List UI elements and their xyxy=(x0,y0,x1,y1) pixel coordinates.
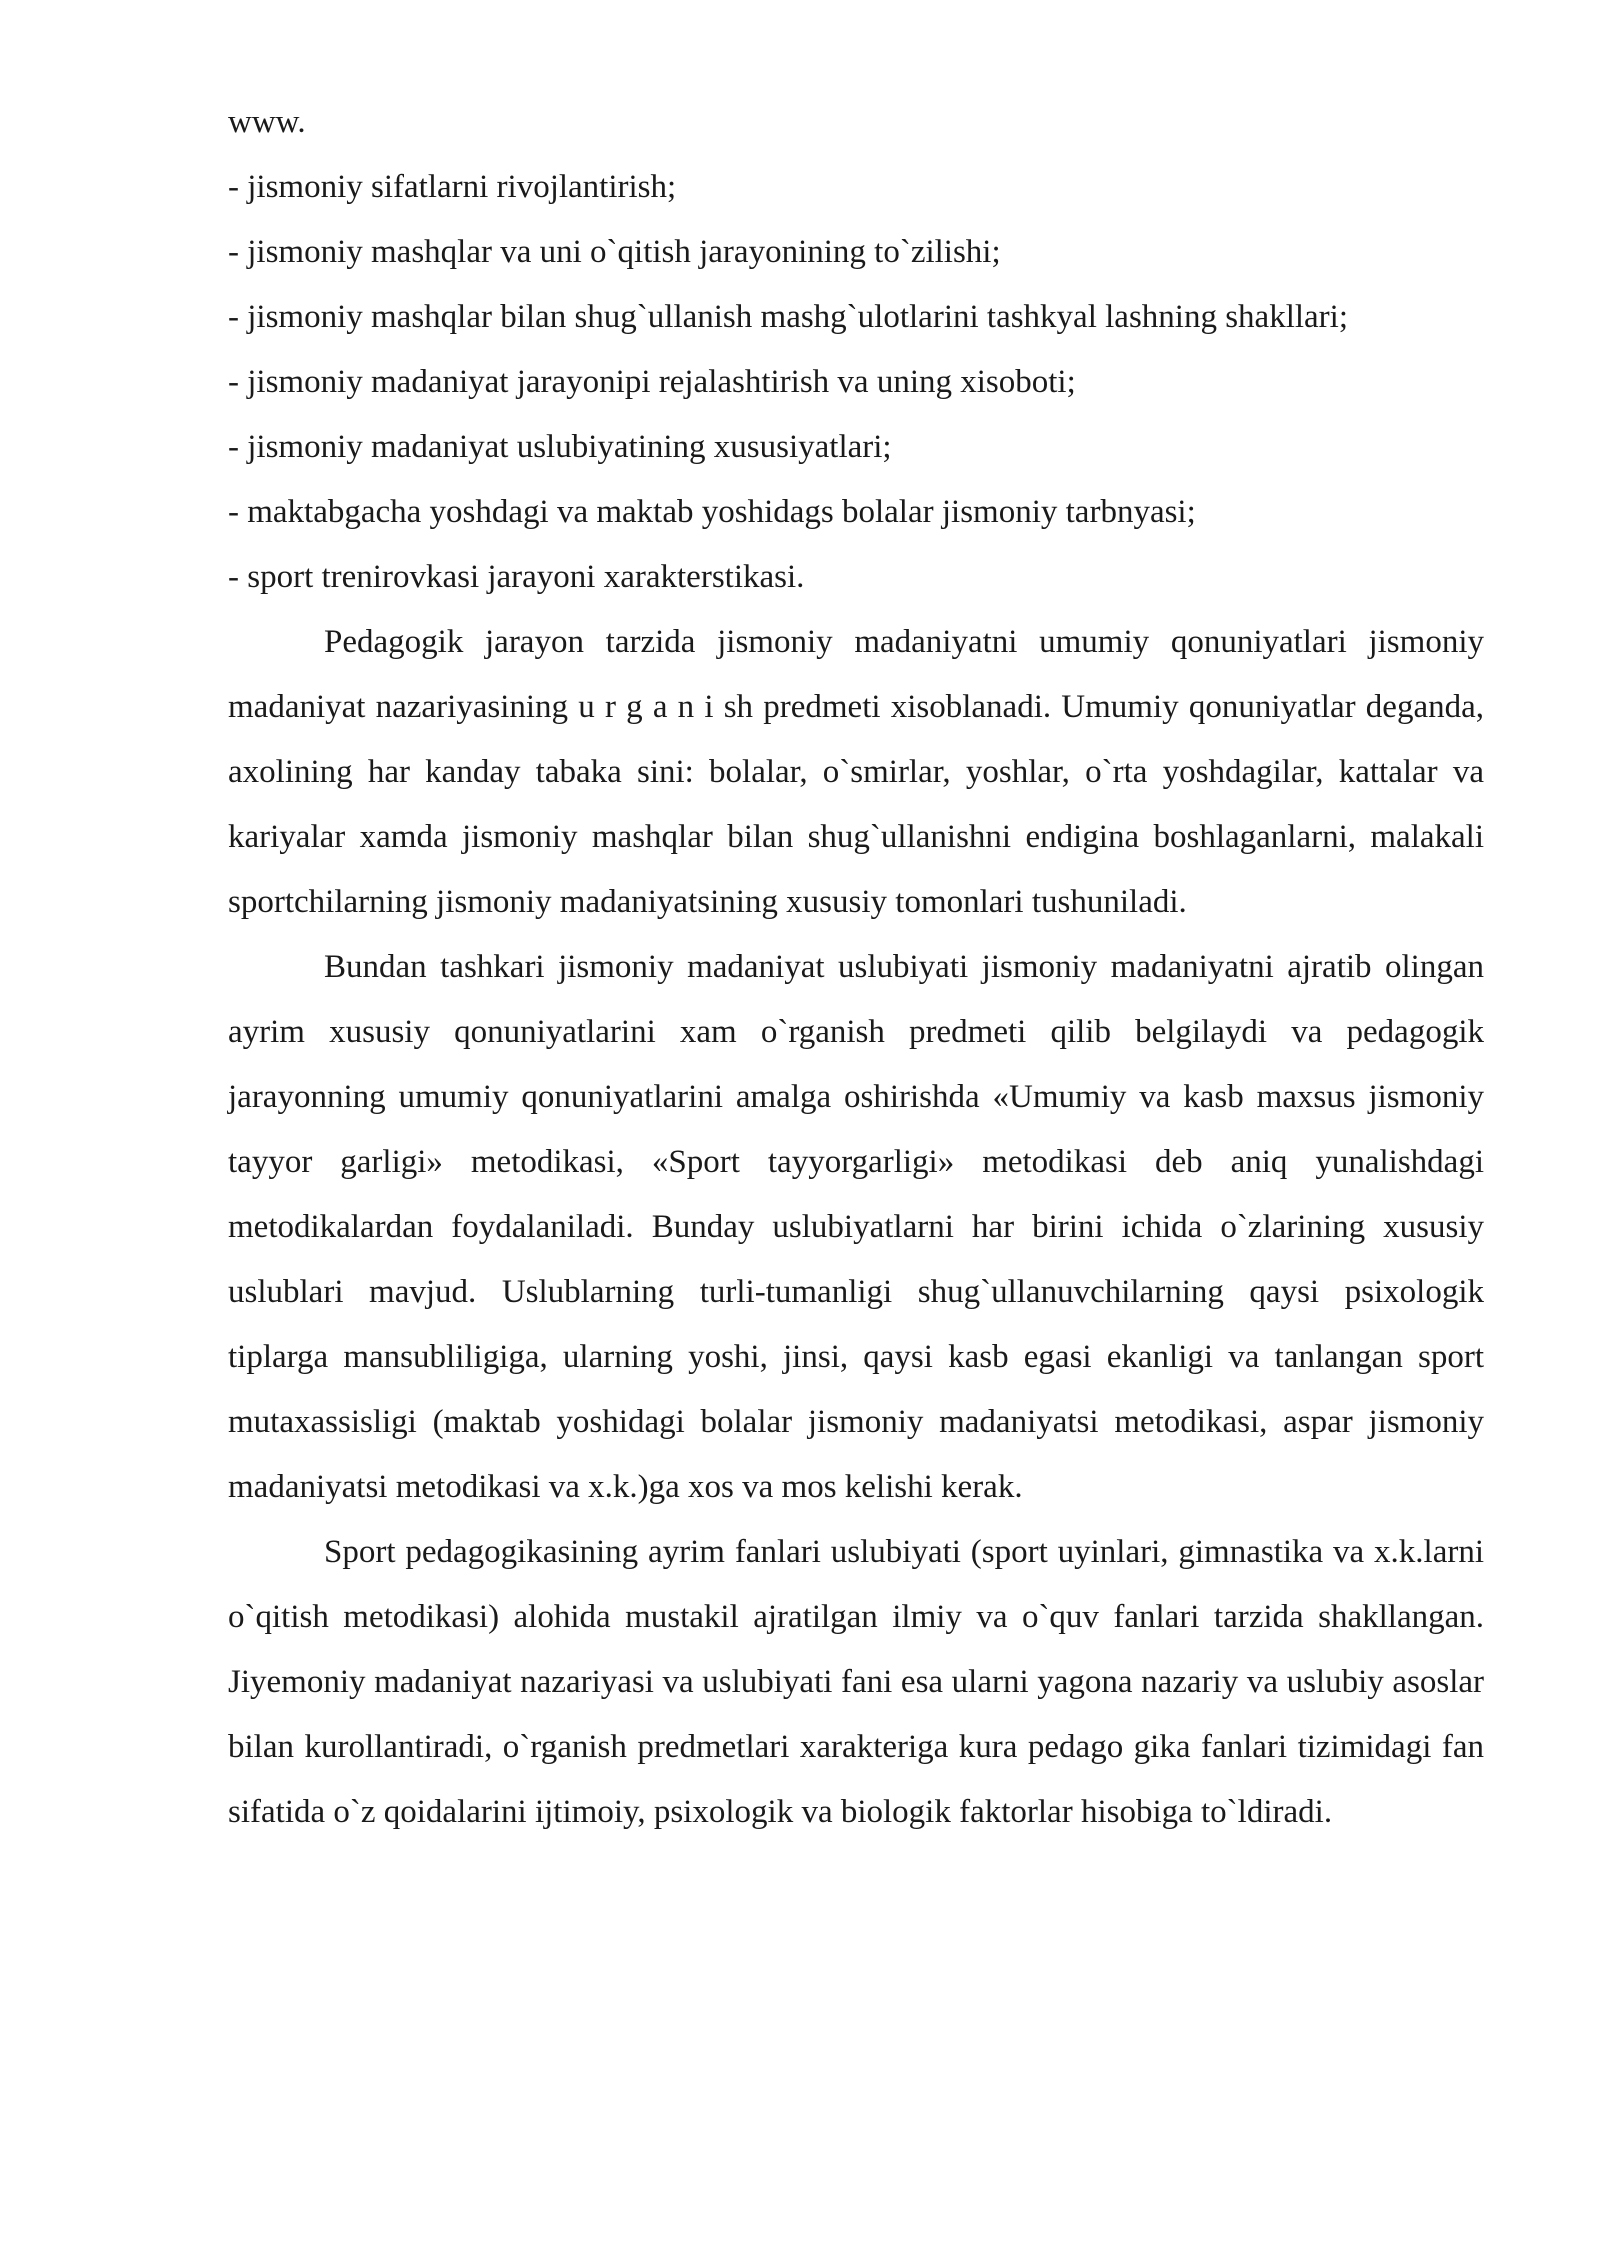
list-item: - jismoniy madaniyat uslubiyatining xususiyatlari; xyxy=(228,429,892,465)
list-item: - jismoniy madaniyat jarayonipi rejalashtirish va uning xisoboti; xyxy=(228,364,1076,400)
list-item: - jismoniy mashqlar bilan shug`ullanish mashg`ulotlarini tashkyal lashning shakllari; xyxy=(228,299,1349,335)
paragraph: Pedagogik jarayon tarzida jismoniy madaniyatni umumiy qonuniyatlari jismoniy madaniyat nazariyasining u r g a n i sh predmeti xisoblanadi. Umumiy qonuniyatlar deganda, axolining har kanday tabaka sini: bolalar, o`smirlar, yoshlar, o`rta yoshdagilar, kattalar va kariyalar xamda jismoniy mashqlar bilan shug`ullanishni endigina boshlaganlarni, malakali sportchilarning jismoniy madaniyatsining xususiy tomonlari tushuniladi. xyxy=(228,624,1484,920)
list-item: - jismoniy mashqlar va uni o`qitish jarayonining to`zilishi; xyxy=(228,234,1001,270)
paragraph: Bundan tashkari jismoniy madaniyat uslubiyati jismoniy madaniyatni ajratib olingan ayrim xususiy qonuniyatlarini xam o`rganish predmeti qilib belgilaydi va pedagogik jarayonning umumiy qonuniyatlarini amalga oshirishda «Umumiy va kasb maxsus jismoniy tayyor garligi» metodikasi, «Sport tayyorgarligi» metodikasi deb aniq yunalishdagi metodikalardan foydalaniladi. Bunday uslubiyatlarni har birini ichida o`zlarining xususiy uslublari mavjud. Uslublarning turli-tumanligi shug`ullanuvchilarning qaysi psixologik tiplarga mansubliligiga, ularning yoshi, jinsi, qaysi kasb egasi ekanligi va tanlangan sport mutaxassisligi (maktab yoshidagi bolalar jismoniy madaniyatsi metodikasi, aspar jismoniy madaniyatsi metodikasi va x.k.)ga xos va mos kelishi kerak. xyxy=(228,949,1484,1505)
document-body xyxy=(228,90,1484,1845)
list-item: - sport trenirovkasi jarayoni xarakterstikasi. xyxy=(228,559,805,595)
top-fragment: www. xyxy=(228,104,306,140)
list-item: - maktabgacha yoshdagi va maktab yoshidags bolalar jismoniy tarbnyasi; xyxy=(228,494,1196,530)
list-item: - jismoniy sifatlarni rivojlantirish; xyxy=(228,169,677,205)
paragraph: Sport pedagogikasining ayrim fanlari uslubiyati (sport uyinlari, gimnastika va x.k.larni o`qitish metodikasi) alohida mustakil ajratilgan ilmiy va o`quv fanlari tarzida shakllangan. Jiyemoniy madaniyat nazariyasi va uslubiyati fani esa ularni yagona nazariy va uslubiy asoslar bilan kurollantiradi, o`rganish predmetlari xarakteriga kura pedago gika fanlari tizimidagi fan sifatida o`z qoidalarini ijtimoiy, psixologik va biologik faktorlar hisobiga to`ldiradi. xyxy=(228,1534,1484,1830)
